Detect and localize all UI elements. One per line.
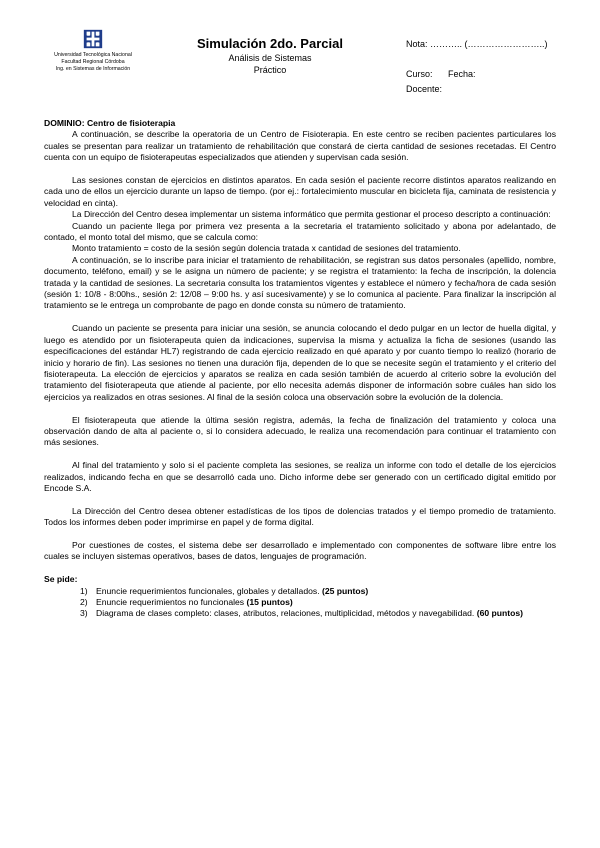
paragraph-registration: A continuación, se lo inscribe para iniciar el tratamiento de rehabilitación, se registran sus datos personales (apellido, nombre, documento, teléfono, email) y se le asigna un número de paciente; y se registra el tratamiento: la fecha de inscripción, la dolencia tratada y la cantidad de sesiones. La secretaria consulta los tratamientos vigentes y establece el número y fecha/hora de cada sesión (sesión 1: 10/8 - 8:00hs., sesión 2: 12/08 – 9:00 hs. y así sucesivamente) y se lo comunica al paciente. Para finalizar la inscripción al tratamiento se le entrega un comprobante de pago en donde consta su número de tratamiento. xyxy=(44,254,556,311)
curso-field: Curso: xyxy=(406,69,433,79)
paragraph-direction: La Dirección del Centro desea implementar un sistema informático que permita gestionar el proceso descripto a continuación: xyxy=(72,209,551,220)
utn-logo-icon xyxy=(82,28,104,50)
item-text: Diagrama de clases completo: clases, atributos, relaciones, multiplicidad, métodos y navegabilidad. xyxy=(96,608,477,619)
exam-type: Práctico xyxy=(253,65,287,75)
exam-content xyxy=(44,118,556,620)
list-item xyxy=(44,597,556,608)
subject-name: Análisis de Sistemas xyxy=(228,53,312,63)
career-name: Ing. en Sistemas de Información xyxy=(55,66,131,72)
university-logo-block xyxy=(38,28,148,73)
paragraph-costs: Por cuestiones de costes, el sistema debe ser desarrollado e implementado con componentes de software libre entre los cuales se incluyen sistemas operativos, bases de datos, lenguajes de programación. xyxy=(44,539,556,562)
faculty-name: Facultad Regional Córdoba xyxy=(61,59,125,65)
exam-title: Simulación 2do. Parcial xyxy=(197,36,343,51)
item-text: Enuncie requerimientos funcionales, globales y detallados. xyxy=(96,585,322,596)
paragraph-intro: A continuación, se describe la operatoria de un Centro de Fisioterapia. En este centro se reciben pacientes particulares los cuales se presentan para realizar un tratamiento de rehabilitación que constará de cierta cantidad de sesiones recetadas. El Centro cuenta con un equipo de fisioterapeutas especializados que atienden y supervisan cada sesión. xyxy=(44,129,556,163)
paragraph-statistics: La Dirección del Centro desea obtener estadísticas de los tipos de dolencias tratados y el tiempo promedio de tratamiento. Todos los informes deben poder imprimirse en papel y de forma digital. xyxy=(44,505,556,528)
title-block xyxy=(190,36,350,76)
item-text: Enuncie requerimientos no funcionales xyxy=(96,596,247,607)
paragraph-formula: Monto tratamiento = costo de la sesión según dolencia tratada x cantidad de sesiones del tratamiento. xyxy=(72,243,461,254)
nota-field: Nota: ……….. (……………………..) xyxy=(406,39,548,49)
item-points: (25 puntos) xyxy=(321,585,369,596)
item-points: (15 puntos) xyxy=(246,596,293,607)
item-number: 1) xyxy=(80,585,88,596)
item-number: 3) xyxy=(80,608,88,619)
se-pide-heading: Se pide: xyxy=(44,574,78,585)
paragraph-first-visit: Cuando un paciente llega por primera vez presenta a la secretaria el tratamiento solicitado y abona por adelantado, de contado, el monto total del mismo, que se calcula como: xyxy=(44,220,556,243)
docente-field: Docente: xyxy=(406,84,443,94)
paragraph-report: Al final del tratamiento y solo si el paciente completa las sesiones, se realiza un informe con todo el detalle de los ejercicios realizados, indicando fecha en que se desarrolló cada uno. Dicho informe debe ser generado con un certificado digital emitido por Encode S.A. xyxy=(44,460,556,493)
item-points: (60 puntos) xyxy=(476,608,524,619)
item-number: 2) xyxy=(80,596,88,607)
paragraph-session-flow: Cuando un paciente se presenta para iniciar una sesión, se anuncia colocando el dedo pulgar en un lector de huella digital, y luego es atendido por un fisioterapeuta quien da indicaciones, supervisa la misma y actualiza la ficha de sesiones (usando las especificaciones del estándar HL7) registrando de cada ejercicio realizado en qué aparato y por cuanto tiempo lo realizó (horario de inicio y horario de fin). Las sesiones no tienen una duración fija, dependen de lo que se necesite según el tratamiento y el criterio del fisioterapeuta. La elección de ejercicios y aparatos se realiza en cada sesión también de acuerdo al criterio sobre la evolución del tratamiento del fisioterapeuta que atiende al paciente, por ello necesita además disponer de información sobre cuáles han sido los ejercicios ya realizados en otras sesiones. Al final de la sesión coloca una observación sobre la evolución de la dolencia. xyxy=(44,323,556,402)
university-name: Universidad Tecnológica Nacional xyxy=(54,52,132,58)
paragraph-last-session: El fisioterapeuta que atiende la última sesión registra, además, la fecha de finalización del tratamiento y coloca una observación dando de alta al paciente o, si lo considera adecuado, le realiza una recomendación para continuar el tratamiento con más sesiones. xyxy=(44,414,556,448)
list-item xyxy=(44,586,556,597)
paragraph-sessions: Las sesiones constan de ejercicios en distintos aparatos. En cada sesión el paciente recorre distintos aparatos realizando en cada uno de ellos un ejercicio durante un lapso de tiempo. (por ej.: fortalecimiento muscular en bicicleta fija, caminata de resistencia y velocidad en cinta). xyxy=(44,175,556,208)
list-item xyxy=(44,608,556,619)
requirements-list xyxy=(44,586,556,620)
exam-header xyxy=(38,28,565,92)
domain-heading: DOMINIO: Centro de fisioterapia xyxy=(44,118,176,128)
fecha-field: Fecha: xyxy=(448,69,476,79)
